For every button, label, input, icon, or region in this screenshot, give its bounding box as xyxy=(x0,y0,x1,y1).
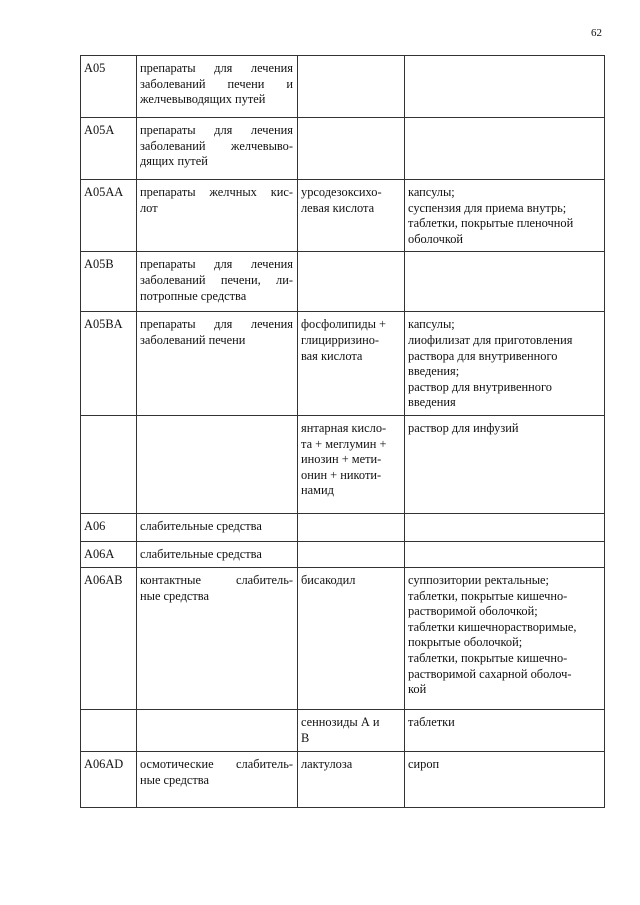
substance-line: онин + никоти- xyxy=(301,467,382,482)
category-line: желчевыводящих путей xyxy=(140,92,266,107)
dosage-form-line: таблетки xyxy=(408,714,455,729)
dosage-form-line: суспензия для приема внутрь; xyxy=(408,200,567,215)
dosage-form-line: таблетки кишечнорастворимые, xyxy=(408,619,577,634)
substance-cell xyxy=(298,513,405,541)
substance-cell xyxy=(298,415,405,513)
dosage-form-line: капсулы; xyxy=(408,317,455,332)
category-cell xyxy=(137,541,298,567)
category-cell xyxy=(137,567,298,709)
atc-code-cell: A06 xyxy=(81,513,137,541)
category-line: лот xyxy=(140,200,158,215)
dosage-form-line: растворимой оболочкой; xyxy=(408,604,538,619)
dosage-form-cell xyxy=(405,252,605,312)
category-line: препараты для лечения xyxy=(140,61,293,75)
dosage-form-cell xyxy=(405,709,605,751)
substance-cell xyxy=(298,541,405,567)
substance-line: лактулоза xyxy=(301,756,353,771)
category-cell xyxy=(137,252,298,312)
category-line: дящих путей xyxy=(140,154,208,169)
table-row xyxy=(81,751,605,807)
dosage-form-line: таблетки, покрытые пленочной xyxy=(408,216,574,231)
table-row xyxy=(81,312,605,416)
category-line: заболеваний печени xyxy=(140,332,246,347)
dosage-form-line: лиофилизат для приготовления xyxy=(408,332,573,347)
dosage-form-cell xyxy=(405,751,605,807)
substance-cell xyxy=(298,252,405,312)
substance-line: вая кислота xyxy=(301,348,363,363)
dosage-form-line: капсулы; xyxy=(408,185,455,199)
dosage-form-line: введения xyxy=(408,395,456,410)
substance-cell xyxy=(298,751,405,807)
substance-cell xyxy=(298,180,405,252)
atc-code-cell: A05BA xyxy=(81,312,137,416)
page-number: 62 xyxy=(591,27,602,39)
category-line: заболеваний печени, ли- xyxy=(140,272,293,287)
category-line: заболеваний желчевыво- xyxy=(140,138,293,153)
category-cell xyxy=(137,312,298,416)
category-cell xyxy=(137,751,298,807)
dosage-form-cell xyxy=(405,180,605,252)
atc-code-cell: A06AD xyxy=(81,751,137,807)
dosage-form-cell xyxy=(405,56,605,118)
table-row xyxy=(81,567,605,709)
category-line: слабительные средства xyxy=(140,518,262,533)
drug-table xyxy=(80,55,605,808)
category-cell xyxy=(137,709,298,751)
dosage-form-line: суппозитории ректальные; xyxy=(408,572,549,587)
substance-line: янтарная кисло- xyxy=(301,420,387,435)
table-row xyxy=(81,415,605,513)
dosage-form-cell xyxy=(405,312,605,416)
dosage-form-cell xyxy=(405,118,605,180)
category-line: заболеваний печени и xyxy=(140,76,293,91)
dosage-form-cell xyxy=(405,513,605,541)
atc-code-cell: A06AB xyxy=(81,567,137,709)
dosage-form-line: введения; xyxy=(408,364,460,379)
atc-code-cell: A06A xyxy=(81,541,137,567)
atc-code-cell: A05B xyxy=(81,252,137,312)
dosage-form-cell xyxy=(405,415,605,513)
substance-line: глицирризино- xyxy=(301,332,380,347)
dosage-form-line: растворимой сахарной оболоч- xyxy=(408,666,572,681)
substance-line: сеннозиды А и xyxy=(301,714,380,729)
category-line: слабительные средства xyxy=(140,546,262,561)
dosage-form-line: таблетки, покрытые кишечно- xyxy=(408,650,568,665)
table-row xyxy=(81,513,605,541)
substance-cell xyxy=(298,709,405,751)
dosage-form-line: покрытые оболочкой; xyxy=(408,635,523,650)
table-row xyxy=(81,252,605,312)
category-line: ные средства xyxy=(140,772,209,787)
substance-line: намид xyxy=(301,483,334,498)
atc-code-cell xyxy=(81,415,137,513)
table-row xyxy=(81,541,605,567)
category-cell xyxy=(137,513,298,541)
substance-line: бисакодил xyxy=(301,572,356,587)
substance-line: та + меглумин + xyxy=(301,436,387,451)
atc-code-cell: A05A xyxy=(81,118,137,180)
category-line: препараты для лечения xyxy=(140,317,293,332)
table-row xyxy=(81,56,605,118)
table-row xyxy=(81,180,605,252)
dosage-form-line: оболочкой xyxy=(408,231,464,246)
category-cell xyxy=(137,415,298,513)
dosage-form-line: раствор для внутривенного xyxy=(408,379,552,394)
dosage-form-cell xyxy=(405,541,605,567)
substance-cell xyxy=(298,56,405,118)
table-row xyxy=(81,709,605,751)
atc-code-cell: A05 xyxy=(81,56,137,118)
category-cell xyxy=(137,56,298,118)
substance-line: левая кислота xyxy=(301,200,375,215)
category-line: ные средства xyxy=(140,588,209,603)
category-line: осмотические слабитель- xyxy=(140,756,293,771)
substance-line: инозин + мети- xyxy=(301,452,382,467)
substance-line: В xyxy=(301,730,310,745)
category-cell xyxy=(137,118,298,180)
dosage-form-line: раствора для внутривенного xyxy=(408,348,558,363)
dosage-form-cell xyxy=(405,567,605,709)
dosage-form-line: сироп xyxy=(408,756,440,771)
dosage-form-line: раствор для инфузий xyxy=(408,420,519,435)
substance-cell xyxy=(298,567,405,709)
dosage-form-line: таблетки, покрытые кишечно- xyxy=(408,588,568,603)
substance-cell xyxy=(298,312,405,416)
category-line: потропные средства xyxy=(140,288,247,303)
category-line: препараты для лечения xyxy=(140,257,293,272)
category-line: препараты желчных кис- xyxy=(140,185,293,199)
substance-line: урсодезоксихо- xyxy=(301,185,382,199)
category-cell xyxy=(137,180,298,252)
table-row xyxy=(81,118,605,180)
category-line: контактные слабитель- xyxy=(140,572,293,587)
substance-cell xyxy=(298,118,405,180)
substance-line: фосфолипиды + xyxy=(301,317,387,332)
atc-code-cell xyxy=(81,709,137,751)
category-line: препараты для лечения xyxy=(140,123,293,137)
dosage-form-line: кой xyxy=(408,682,427,697)
atc-code-cell: A05AA xyxy=(81,180,137,252)
